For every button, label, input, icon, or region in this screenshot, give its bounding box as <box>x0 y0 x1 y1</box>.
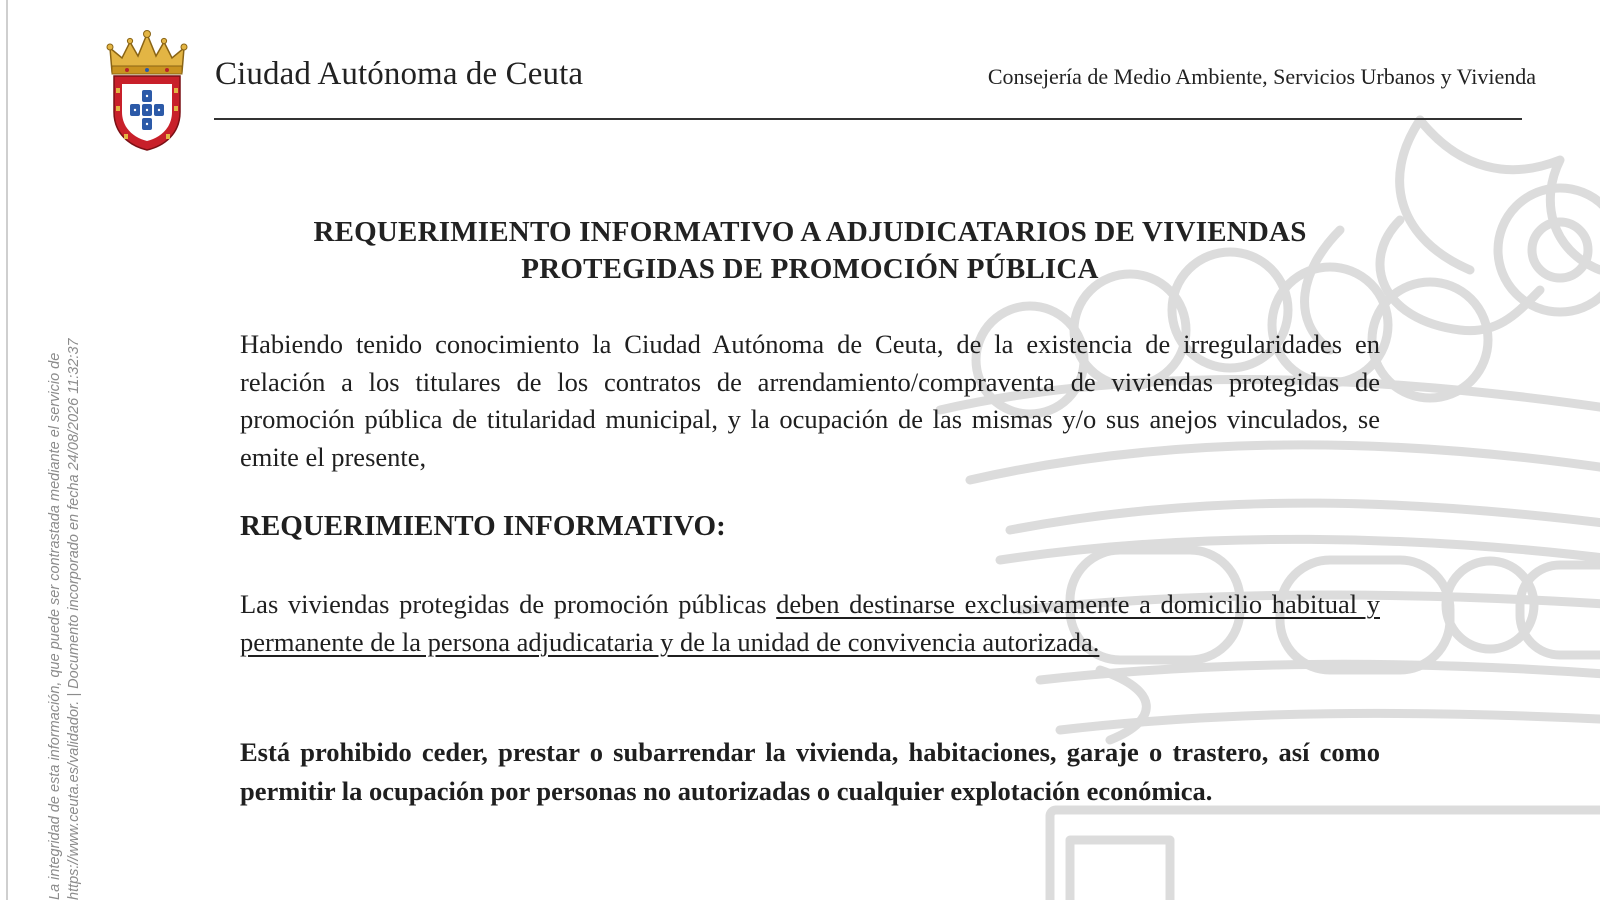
coat-of-arms-icon <box>102 30 192 154</box>
obligation-paragraph <box>240 586 1380 661</box>
side-note-line-2: https://www.ceuta.es/validador. | Documento incorporado en fecha 24/08/2026 11:32:37 <box>66 338 82 900</box>
document-title <box>240 214 1380 288</box>
department-name: Consejería de Medio Ambiente, Servicios Urbanos y Vivienda <box>987 64 1536 89</box>
document-title-line-1: REQUERIMIENTO INFORMATIVO A ADJUDICATARIOS DE VIVIENDAS <box>313 216 1307 248</box>
validation-side-note <box>46 200 84 900</box>
organization-name: Ciudad Autónoma de Ceuta <box>215 56 584 92</box>
obligation-paragraph-underlined: deben destinarse exclusivamente a domicilio habitual y permanente de la persona adjudicataria y de la unidad de convivencia autorizada. <box>240 589 1380 657</box>
prohibition-paragraph: Está prohibido ceder, prestar o subarrendar la vivienda, habitaciones, garaje o trastero, así como permitir la ocupación por personas no autorizadas o cualquier explotación económica. <box>240 737 1380 806</box>
document-title-line-2: PROTEGIDAS DE PROMOCIÓN PÚBLICA <box>521 253 1099 285</box>
page-left-border <box>6 0 8 900</box>
header-divider <box>214 118 1522 120</box>
obligation-paragraph-lead: Las viviendas protegidas de promoción públicas <box>240 589 777 619</box>
section-heading: REQUERIMIENTO INFORMATIVO: <box>240 510 726 542</box>
side-note-line-1: La integridad de esta información, que puede ser contrastada mediante el servicio de <box>47 352 63 900</box>
intro-paragraph: Habiendo tenido conocimiento la Ciudad Autónoma de Ceuta, de la existencia de irregularidades en relación a los titulares de los contratos de arrendamiento/compraventa de viviendas protegidas de promoción pública de titularidad municipal, y la ocupación de las mismas y/o sus anejos vinculados, se emite el presente, <box>240 329 1380 472</box>
